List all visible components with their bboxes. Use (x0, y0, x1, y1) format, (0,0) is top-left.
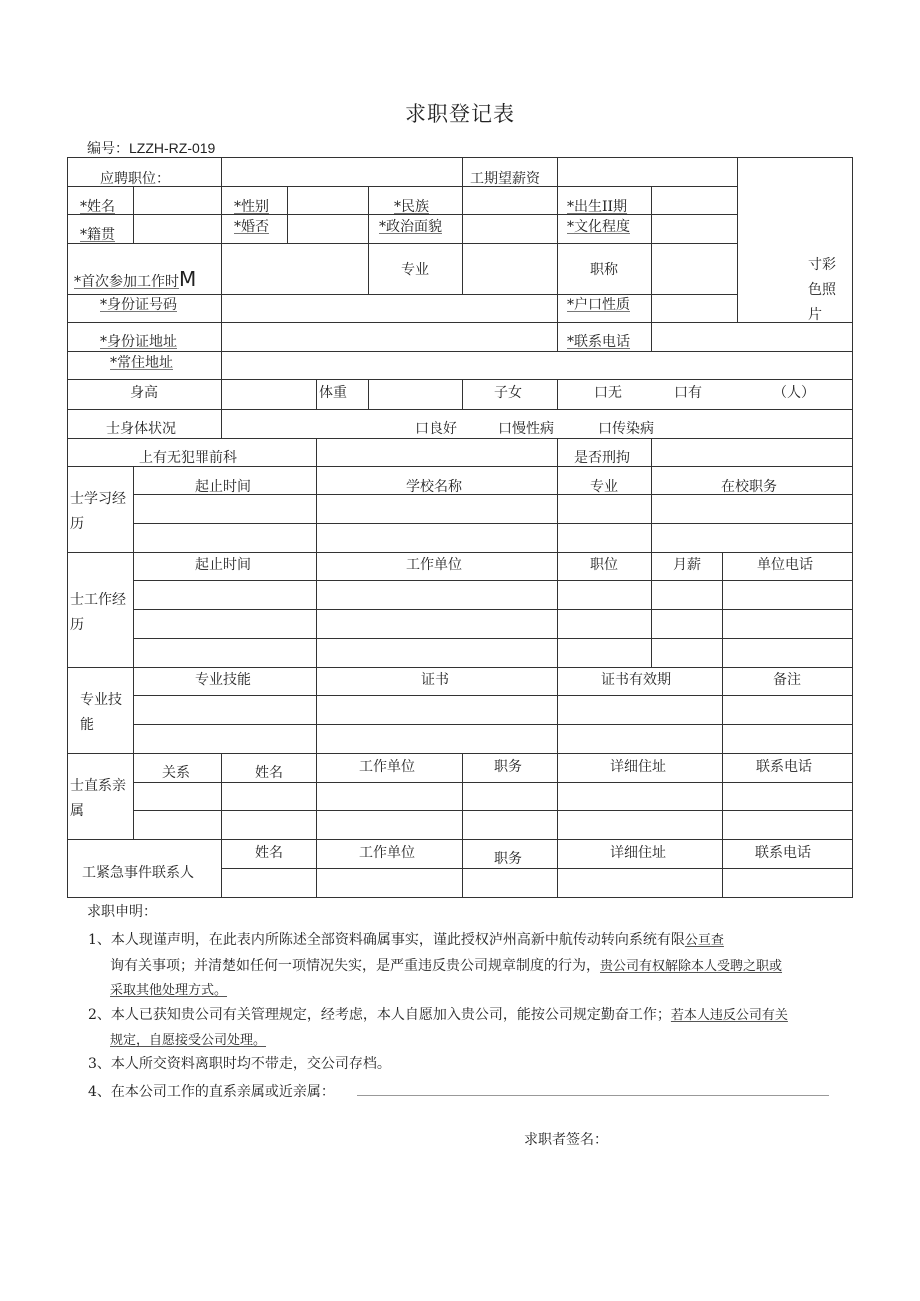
children-have-checkbox[interactable]: 口有 (674, 385, 702, 401)
emergency-contact-label: 工紧急事件联系人 (82, 865, 194, 881)
declaration-item-2-text-a: 2、本人已获知贵公司有关管理规定，经考虑，本人自愿加入贵公司，能按公司规定勤奋工作； (88, 1007, 671, 1023)
emergency-header-company: 工作单位 (359, 845, 415, 861)
signature-label: 求职者签名： (524, 1132, 608, 1148)
declaration-item-1-line-3: 采取其他处理方式。 (110, 982, 228, 997)
health-good-checkbox[interactable]: 口良好 (415, 421, 457, 437)
political-label: *政治面貌 (379, 219, 442, 235)
declaration-item-1-line-2 (110, 955, 782, 975)
children-none-checkbox[interactable]: 口无 (594, 385, 622, 401)
family-header-address: 详细住址 (610, 759, 666, 775)
declaration-item-2-text-b: 若本人违反公司有关 (670, 1007, 788, 1022)
salary-label: 工期望薪资 (470, 171, 540, 187)
work-header-period: 起止时间 (195, 557, 251, 573)
health-infectious-checkbox[interactable]: 口传染病 (598, 421, 654, 437)
declaration-item-2-line-2: 规定，自愿接受公司处理。 (110, 1032, 267, 1047)
children-count-unit: （人） (773, 385, 815, 401)
declaration-item-1-line-1 (88, 929, 724, 949)
work-header-salary: 月薪 (673, 557, 701, 573)
edu-header-school: 学校名称 (406, 479, 462, 495)
title-rank-label: 职称 (590, 262, 618, 278)
children-label: 子女 (494, 385, 522, 401)
family-header-relation: 关系 (162, 765, 190, 781)
skills-header-cert: 证书 (421, 672, 449, 688)
work-header-phone: 单位电话 (757, 557, 813, 573)
education-history-label: 士学习经历 (70, 491, 126, 532)
page-title: 求职登记表 (405, 102, 515, 126)
first-work-text: *首次参加工作时 (74, 274, 179, 290)
work-header-company: 工作单位 (406, 557, 462, 573)
criminal-label: 上有无犯罪前科 (139, 450, 237, 466)
emergency-header-name: 姓名 (255, 845, 283, 861)
health-chronic-checkbox[interactable]: 口慢性病 (498, 421, 554, 437)
declaration-item-1-text-b: 公亘查 (684, 932, 724, 947)
id-number-label: *身份证号码 (100, 297, 177, 313)
first-work-suffix: M (179, 267, 197, 291)
skills-header-skill: 专业技能 (195, 672, 251, 688)
residence-label: *常住地址 (110, 355, 173, 371)
ethnicity-label: *民族 (394, 199, 429, 215)
emergency-header-address: 详细住址 (610, 845, 666, 861)
health-label: 士身体状况 (106, 421, 176, 437)
work-history-label: 士工作经历 (70, 592, 126, 633)
native-label: *籍贯 (80, 227, 115, 243)
family-label: 士直系亲属 (70, 778, 126, 819)
hukou-label: *户口性质 (567, 297, 630, 313)
first-work-label (74, 267, 196, 291)
edu-header-major: 专业 (590, 479, 618, 495)
declaration-item-4: 4、在本公司工作的直系亲属或近亲属： (88, 1084, 335, 1100)
weight-label: 体重 (319, 385, 347, 401)
emergency-header-duty: 职务 (494, 851, 522, 867)
form-code-value: LZZH-RZ-019 (129, 140, 216, 156)
marital-label: *婚否 (234, 219, 269, 235)
edu-header-period: 起止时间 (195, 479, 251, 495)
emergency-header-phone: 联系电话 (755, 845, 811, 861)
declaration-item-1-text-c: 询有关事项；并清楚如任何一项情况失实，是严重违反贵公司规章制度的行为， (110, 958, 600, 974)
skills-header-validity: 证书有效期 (601, 672, 671, 688)
skills-label: 专业技能 (80, 692, 122, 733)
declaration-item-3: 3、本人所交资料离职时均不带走，交公司存档。 (88, 1056, 391, 1072)
work-header-position: 职位 (590, 557, 618, 573)
birth-label: *出生II期 (567, 199, 628, 215)
family-header-company: 工作单位 (359, 759, 415, 775)
edu-header-role: 在校职务 (721, 479, 777, 495)
phone-label: *联系电话 (567, 334, 630, 350)
photo-placeholder: 寸彩色照片 (808, 257, 836, 323)
declaration-item-1-text-d: 贵公司有权解除本人受聘之职或 (600, 958, 783, 973)
family-header-name: 姓名 (255, 765, 283, 781)
form-code-label: 编号： (87, 141, 129, 157)
height-label: 身高 (130, 385, 158, 401)
declaration-item-1-text-a: 1、本人现谨声明，在此表内所陈述全部资料确属事实，谨此授权泸州高新中航传动转向系统有限 (88, 932, 685, 948)
declaration-item-2-line-1 (88, 1004, 788, 1024)
detained-label: 是否刑拘 (574, 450, 630, 466)
id-address-label: *身份证地址 (100, 334, 177, 350)
education-label: *文化程度 (567, 219, 630, 235)
family-header-phone: 联系电话 (756, 759, 812, 775)
declaration-title: 求职申明： (87, 904, 157, 920)
relatives-fill-line[interactable] (357, 1095, 829, 1096)
skills-header-remarks: 备注 (773, 672, 801, 688)
position-label: 应聘职位： (100, 171, 170, 187)
name-label: *姓名 (80, 199, 115, 215)
major-label: 专业 (401, 262, 429, 278)
family-header-duty: 职务 (494, 759, 522, 775)
gender-label: *性别 (234, 199, 269, 215)
